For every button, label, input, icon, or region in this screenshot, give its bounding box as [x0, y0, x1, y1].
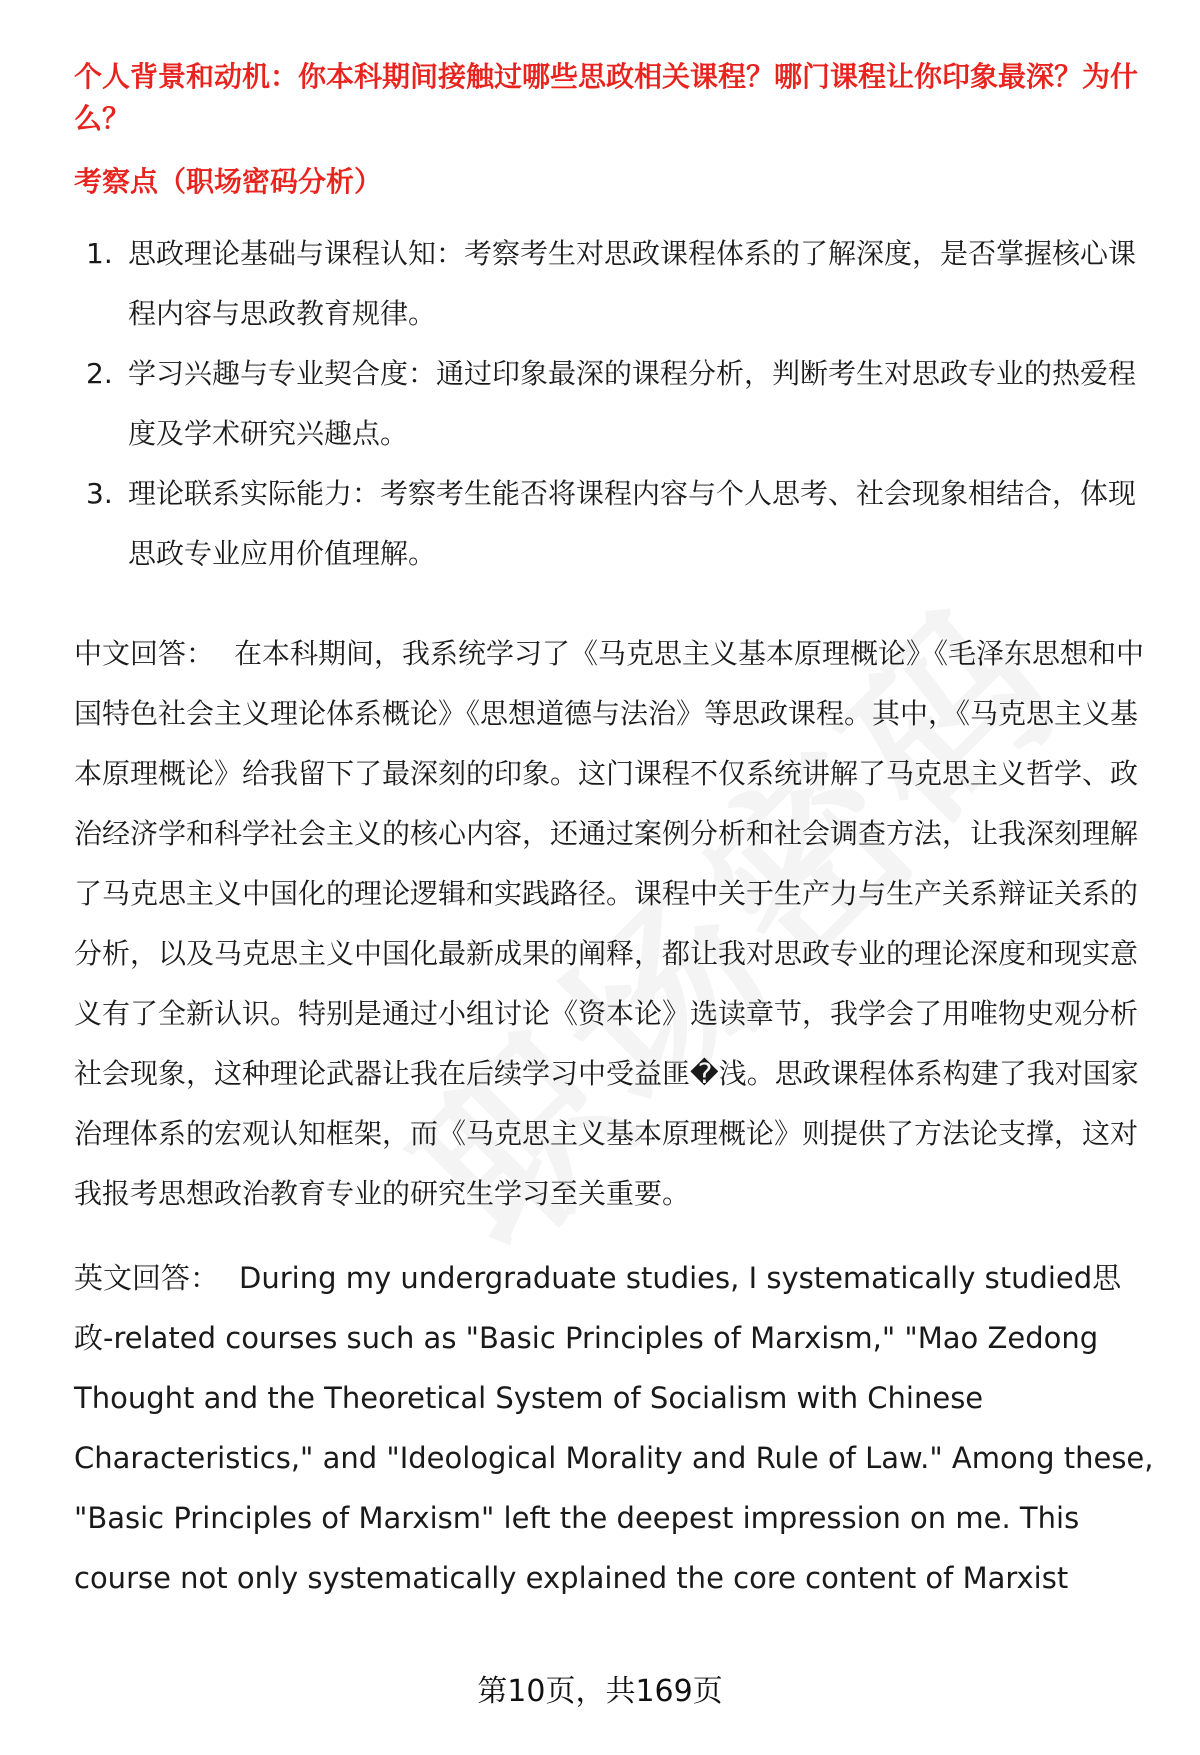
exam-point-number: 1. [86, 237, 113, 270]
question-title: 个人背景和动机：你本科期间接触过哪些思政相关课程？哪门课程让你印象最深？为什么？ [74, 60, 1139, 135]
exam-point-text: 思政理论基础与课程认知：考察考生对思政课程体系的了解深度，是否掌握核心课程内容与思政教育规律。 [128, 237, 1137, 330]
exam-points-title: 考察点（职场密码分析） [74, 165, 383, 198]
english-answer-label: 英文回答： [74, 1261, 220, 1295]
exam-point-item [74, 344, 1154, 464]
exam-point-text: 理论联系实际能力：考察考生能否将课程内容与个人思考、社会现象相结合，体现思政专业应用价值理解。 [128, 477, 1137, 570]
chinese-answer [74, 624, 1154, 1224]
exam-point-number: 2. [86, 357, 113, 390]
english-answer [74, 1248, 1154, 1608]
page-number: 第10页，共169页 [477, 1674, 723, 1709]
exam-point-number: 3. [86, 477, 113, 510]
english-answer-text: During my undergraduate studies, I systematically studied思政-related courses such as "Basic Principles of Marxism," "Mao Zedong Thought and the Theoretical System of Socialism with Chinese Characteristics," and "Ideological Morality and Rule of Law." Among these, "Basic Principles of Marxism" left the deepest impression on me. This course not only systematically explained the core content of Marxist [74, 1261, 1154, 1595]
document-body [74, 56, 1154, 1608]
chinese-answer-text: 在本科期间，我系统学习了《马克思主义基本原理概论》《毛泽东思想和中国特色社会主义理论体系概论》《思想道德与法治》等思政课程。其中，《马克思主义基本原理概论》给我留下了最深刻的印象。这门课程不仅系统讲解了马克思主义哲学、政治经济学和科学社会主义的核心内容，还通过案例分析和社会调查方法，让我深刻理解了马克思主义中国化的理论逻辑和实践路径。课程中关于生产力与生产关系辩证关系的分析，以及马克思主义中国化最新成果的阐释，都让我对思政专业的理论深度和现实意义有了全新认识。特别是通过小组讨论《资本论》选读章节，我学会了用唯物史观分析社会现象，这种理论武器让我在后续学习中受益匪�浅。思政课程体系构建了我对国家治理体系的宏观认知框架，而《马克思主义基本原理概论》则提供了方法论支撑，这对我报考思想政治教育专业的研究生学习至关重要。 [74, 637, 1145, 1210]
exam-points-list [74, 224, 1154, 584]
chinese-answer-label: 中文回答： [74, 637, 215, 670]
exam-point-item [74, 224, 1154, 344]
exam-point-item [74, 464, 1154, 584]
exam-point-text: 学习兴趣与专业契合度：通过印象最深的课程分析，判断考生对思政专业的热爱程度及学术研究兴趣点。 [128, 357, 1137, 450]
